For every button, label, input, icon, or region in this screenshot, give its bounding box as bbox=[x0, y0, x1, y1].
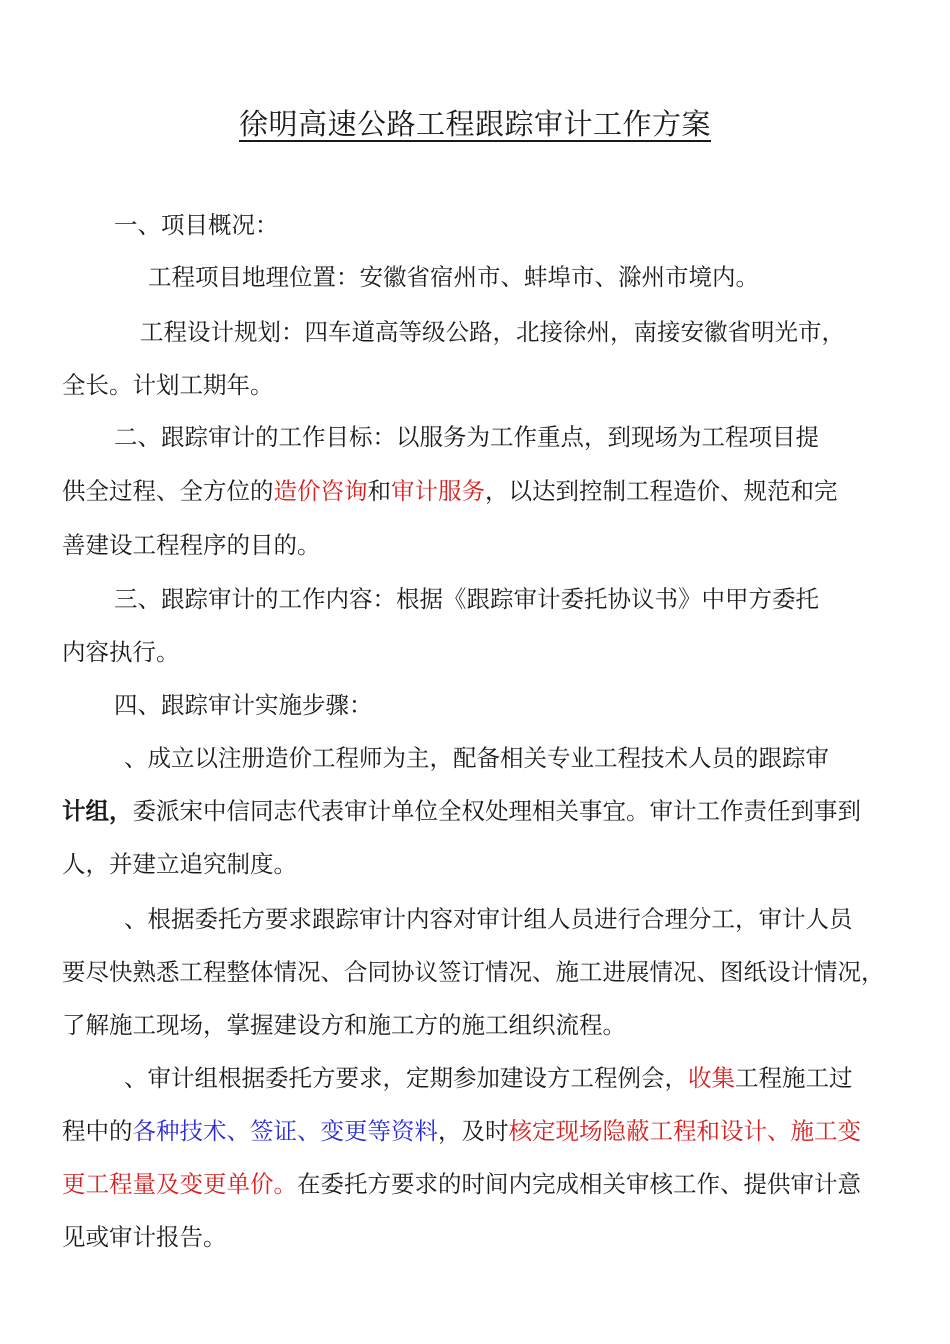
text-run: ，及时 bbox=[438, 1117, 509, 1145]
text-run: 供全过程、全方位的 bbox=[62, 477, 274, 505]
step-2-line-2: 要尽快熟悉工程整体情况、合同协议签订情况、施工进展情况、图纸设计情况， bbox=[62, 958, 885, 986]
step-1-line-1: 、成立以注册造价工程师为主，配备相关专业工程技术人员的跟踪审 bbox=[124, 744, 829, 772]
section-2-line-3: 善建设工程程序的目的。 bbox=[62, 531, 321, 559]
highlight-verify: 核定现场隐蔽工程和设计、施工变 bbox=[508, 1117, 861, 1145]
text-run: 、审计组根据委托方要求，定期参加建设方工程例会， bbox=[124, 1064, 688, 1092]
step-2-line-3: 了解施工现场，掌握建设方和施工方的施工组织流程。 bbox=[62, 1011, 626, 1039]
step-3-line-2 bbox=[62, 1116, 861, 1146]
step-3-line-3 bbox=[62, 1169, 861, 1199]
step-3-line-1 bbox=[124, 1063, 853, 1093]
section-2-line-2 bbox=[62, 476, 838, 506]
text-run: 委派宋中信同志代表审计单位全权处理相关事宜。审计工作责任到事到 bbox=[132, 797, 861, 825]
section-2-line-1: 二、跟踪审计的工作目标：以服务为工作重点，到现场为工程项目提 bbox=[114, 423, 819, 451]
section-3-line-1: 三、跟踪审计的工作内容：根据《跟踪审计委托协议书》中甲方委托 bbox=[114, 585, 819, 613]
text-run: ，以达到控制工程造价、规范和完 bbox=[485, 477, 838, 505]
section-1-heading: 一、项目概况： bbox=[114, 211, 279, 239]
text-run: 计组， bbox=[62, 797, 133, 825]
step-2-line-1: 、根据委托方要求跟踪审计内容对审计组人员进行合理分工，审计人员 bbox=[124, 905, 853, 933]
section-4-heading: 四、跟踪审计实施步骤： bbox=[114, 691, 373, 719]
step-1-line-3: 人，并建立追究制度。 bbox=[62, 850, 297, 878]
highlight-audit-service: 审计服务 bbox=[391, 477, 485, 505]
text-run: 在委托方要求的时间内完成相关审核工作、提供审计意 bbox=[297, 1170, 861, 1198]
highlight-cost-consulting: 造价咨询 bbox=[273, 477, 368, 505]
design-plan-line-1: 工程设计规划：四车道高等级公路，北接徐州，南接安徽省明光市， bbox=[140, 318, 845, 346]
text-run: 和 bbox=[367, 477, 391, 505]
step-1-line-2 bbox=[62, 796, 861, 826]
design-plan-line-2: 全长。计划工期年。 bbox=[62, 371, 274, 399]
project-location-line: 工程项目地理位置：安徽省宿州市、蚌埠市、滁州市境内。 bbox=[148, 263, 759, 291]
text-run: 工程施工过 bbox=[735, 1064, 853, 1092]
text-run: 程中的 bbox=[62, 1117, 133, 1145]
highlight-materials: 各种技术、签证、变更等资料 bbox=[132, 1117, 438, 1145]
step-3-line-4: 见或审计报告。 bbox=[62, 1223, 227, 1251]
document-title: 徐明高速公路工程跟踪审计工作方案 bbox=[238, 107, 711, 141]
highlight-collect: 收集 bbox=[688, 1064, 735, 1092]
section-3-line-2: 内容执行。 bbox=[62, 638, 180, 666]
highlight-change-price: 更工程量及变更单价。 bbox=[62, 1170, 297, 1198]
